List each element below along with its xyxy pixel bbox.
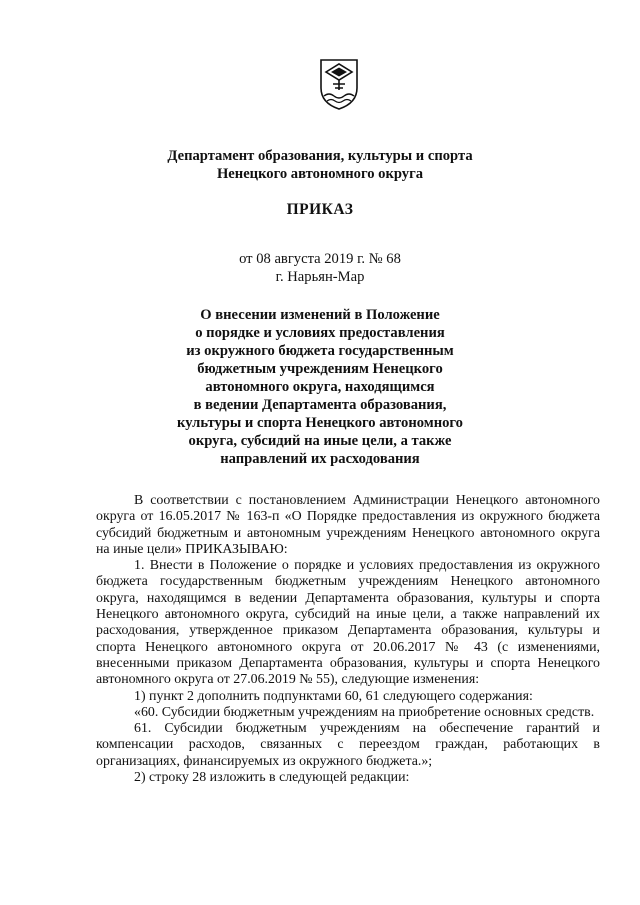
- order-title: ПРИКАЗ: [286, 201, 354, 218]
- order-place: г. Нарьян-Мар: [275, 269, 365, 285]
- department-name: [0, 147, 640, 183]
- body-paragraph-item-1: 1. Внести в Положение о порядке и условиях предоставления из окружного бюджета государственным бюджетным учреждениям Ненецкого автономного округа, находящимся в ведении Департамента образования, культуры и спорта Ненецкого автономного округа, субсидий на иные цели, а также направлений их расходования, утвержденное приказом Департамента образования, культуры и спорта Ненецкого автономного округа от 20.06.2017 № 43 (с изменениями, внесенными приказом Департамента образования, культуры и спорта Ненецкого автономного округа от 27.06.2019 № 55), следующие изменения:: [96, 558, 600, 688]
- order-subject: [0, 306, 640, 468]
- order-body: [96, 493, 600, 786]
- department-line-1: Департамент образования, культуры и спорта: [167, 148, 473, 164]
- order-date-block: [0, 250, 640, 286]
- subject-line: округа, субсидий на иные цели, а также: [188, 433, 452, 449]
- subject-line: О внесении изменений в Положение: [200, 307, 440, 323]
- body-paragraph-preamble: В соответствии с постановлением Администрации Ненецкого автономного округа от 16.05.2017 № 163-п «О Порядке предоставления из окружного бюджета субсидий бюджетным и автономным учреждениям Ненецкого автономного округа на иные цели» ПРИКАЗЫВАЮ:: [96, 493, 600, 557]
- body-paragraph-subitem-2: 2) строку 28 изложить в следующей редакции:: [134, 770, 410, 786]
- subject-line: о порядке и условиях предоставления: [195, 325, 445, 341]
- subject-line: автономного округа, находящимся: [205, 379, 435, 395]
- subject-line: бюджетным учреждениям Ненецкого: [197, 361, 443, 377]
- body-paragraph-point-60: «60. Субсидии бюджетным учреждениям на приобретение основных средств.: [134, 704, 595, 720]
- subject-line: в ведении Департамента образования,: [193, 397, 447, 413]
- coat-of-arms-icon: [318, 58, 360, 110]
- subject-line: культуры и спорта Ненецкого автономного: [177, 415, 463, 431]
- body-paragraph-subitem-1: 1) пункт 2 дополнить подпунктами 60, 61 следующего содержания:: [134, 688, 533, 704]
- subject-line: из окружного бюджета государственным: [186, 343, 454, 359]
- subject-line: направлений их расходования: [220, 451, 420, 467]
- department-line-2: Ненецкого автономного округа: [216, 166, 424, 182]
- body-paragraph-point-61: 61. Субсидии бюджетным учреждениям на обеспечение гарантий и компенсации расходов, связанных с переездом граждан, работающих в организациях, финансируемых из окружного бюджета.»;: [96, 721, 600, 769]
- order-date: от 08 августа 2019 г. № 68: [239, 251, 401, 267]
